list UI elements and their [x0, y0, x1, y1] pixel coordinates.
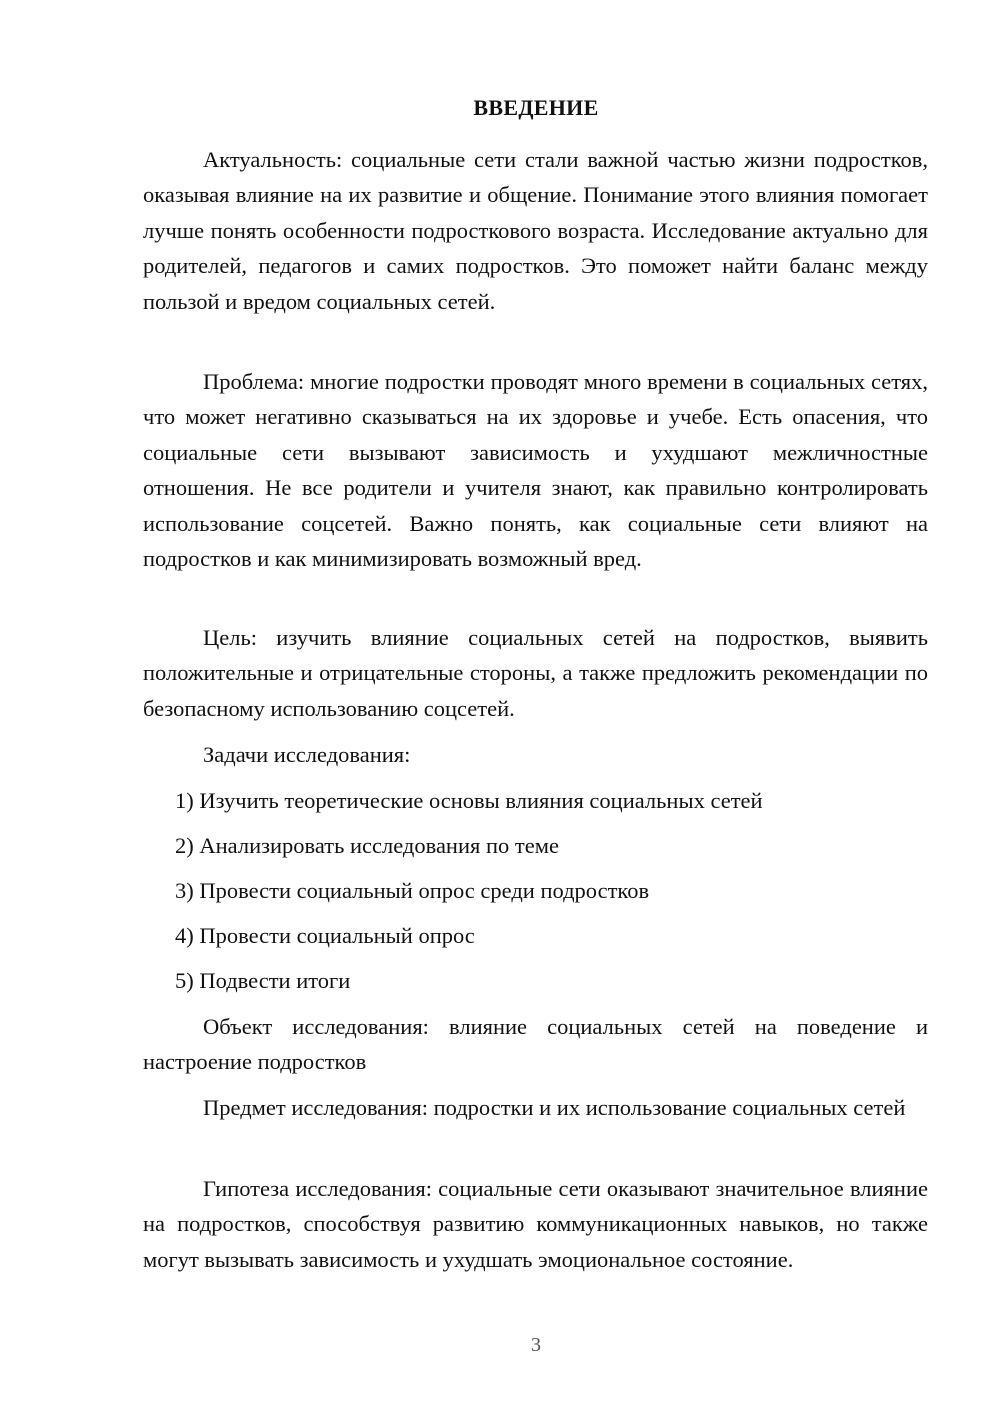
paragraph-hypothesis: Гипотеза исследования: социальные сети оказывают значительное влияние на подростков, способствуя развитию коммуникационных навыков, но также могут вызывать зависимость и ухудшать эмоциональное состояние.	[143, 1176, 928, 1272]
page-number: 3	[531, 1334, 541, 1356]
task-item: 5) Подвести итоги	[175, 968, 351, 993]
paragraph-problem: Проблема: многие подростки проводят много времени в социальных сетях, что может негативно сказываться на их здоровье и учебе. Есть опасения, что социальные сети вызывают зависимость и ухудшают межличностные отношения. Не все родители и учителя знают, как правильно контролировать использование соцсетей. Важно понять, как социальные сети влияют на подростков и как минимизировать возможный вред.	[143, 369, 928, 572]
paragraph-object: Объект исследования: влияние социальных сетей на поведение и настроение подростков	[143, 1014, 928, 1075]
task-item: 1) Изучить теоретические основы влияния социальных сетей	[175, 788, 763, 813]
task-item: 2) Анализировать исследования по теме	[175, 833, 559, 858]
paragraph-relevance: Актуальность: социальные сети стали важной частью жизни подростков, оказывая влияние на их развитие и общение. Понимание этого влияния помогает лучше понять особенности подросткового возраста. Исследование актуально для родителей, педагогов и самих подростков. Это поможет найти баланс между пользой и вредом социальных сетей.	[143, 147, 928, 314]
paragraph-subject: Предмет исследования: подростки и их использование социальных сетей	[203, 1095, 906, 1120]
page-title: ВВЕДЕНИЕ	[473, 95, 599, 120]
task-item: 4) Провести социальный опрос	[175, 923, 475, 948]
task-item: 3) Провести социальный опрос среди подростков	[175, 878, 650, 903]
paragraph-goal: Цель: изучить влияние социальных сетей на подростков, выявить положительные и отрицательные стороны, а также предложить рекомендации по безопасному использованию соцсетей.	[143, 625, 928, 721]
tasks-heading: Задачи исследования:	[203, 742, 411, 767]
